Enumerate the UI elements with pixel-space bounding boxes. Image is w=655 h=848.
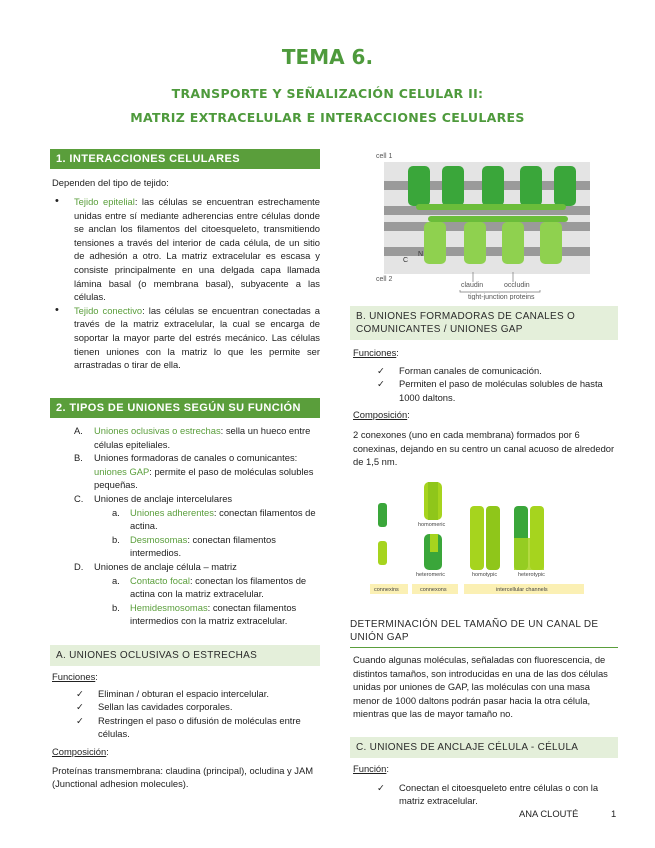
section-1-intro: Dependen del tipo de tejido:	[52, 177, 169, 188]
svg-text:connexins: connexins	[374, 587, 399, 593]
svg-text:homotypic: homotypic	[472, 572, 498, 578]
claudin-label: claudin	[461, 282, 484, 289]
section-b-heading: B. UNIONES FORMADORAS DE CANALES O COMUNICANTES / UNIONES GAP	[350, 306, 618, 340]
tight-junction-figure	[368, 148, 608, 300]
page-subtitle-1: TRANSPORTE Y SEÑALIZACIÓN CELULAR II:	[171, 86, 484, 101]
figure1-caption: tight-junction proteins	[468, 294, 535, 300]
section-2-heading: 2. TIPOS DE UNIONES SEGÚN SU FUNCIÓN	[50, 398, 320, 418]
section-1-list	[52, 195, 320, 372]
page-number: 1	[611, 808, 617, 819]
list-item: a. Contacto focal: conectan los filamentos de actina con la matriz extracelular.	[112, 574, 307, 600]
list-item: D. Uniones de anclaje célula – matriz	[74, 560, 237, 572]
gap-junction-figure	[368, 476, 588, 598]
list-item: • Tejido epitelial: las células se encuentran estrechamente unidas entre sí mediante adherencias entre células donde se anclan los filamentos del citoesqueleto, transmitiendo tensiones a través del interior de cada célula, de un sitio de adhesión a otro. La matriz extracelular es escasa y consiste principalmente en una delgada capa llamada lámina basal (o membrana basal), subyacente a las células.	[52, 195, 320, 304]
occludin-label: occludin	[504, 282, 530, 289]
section-det-heading: DETERMINACIÓN DEL TAMAÑO DE UN CANAL DE UNIÓN GAP	[350, 618, 618, 648]
term-conectivo: Tejido conectivo	[74, 304, 143, 316]
section-a-body: Funciones: ✓ Eliminan / obturan el espacio intercelular. ✓ Sellan las cavidades corporales. ✓ Restringen el paso o difusión de moléculas entre células. Composición: Proteínas transmembrana: claudina (principal), ocludina y JAM (Junctional adhesion molecules).	[52, 671, 314, 790]
cell1-label: cell 1	[376, 153, 393, 160]
list-item: A. Uniones oclusivas o estrechas: sella un hueco entre células epiteliales.	[74, 425, 311, 450]
list-item: • Tejido conectivo: las células se encuentran conectadas a través de la matriz extracelular, la cual se encarga de soportar la mayor parte del estrés mecánico. Las células tienen uniones con la matriz lo que les permite ser arrastradas o tirar de ella.	[52, 304, 320, 372]
page-title: TEMA 6.	[281, 45, 374, 69]
footer-author: ANA CLOUTÉ	[519, 808, 579, 819]
page-subtitle-2: MATRIZ EXTRACELULAR E INTERACCIONES CELULARES	[130, 110, 525, 125]
section-a-heading: A. UNIONES OCLUSIVAS O ESTRECHAS	[50, 645, 320, 666]
svg-text:intercellular channels: intercellular channels	[496, 587, 548, 593]
section-c-heading: C. UNIONES DE ANCLAJE CÉLULA - CÉLULA	[350, 737, 618, 758]
section-det-text: Cuando algunas moléculas, señaladas con fluorescencia, de distintos tamaños, son introducidas en una de las dos células unidas por uniones de GAP, las moléculas con una masa menor de 1000 daltons podrán pasar hacia la otra célula, mientras que las de mayor tamaño no.	[353, 654, 608, 720]
svg-text:C: C	[403, 257, 409, 264]
svg-text:heterotypic: heterotypic	[518, 572, 545, 578]
cell2-label: cell 2	[376, 276, 393, 283]
section-c-body: Función: ✓ Conectan el citoesqueleto entre células o con la matriz extracelular.	[353, 763, 599, 807]
svg-text:heteromeric: heteromeric	[416, 572, 446, 578]
section-b-body: Funciones: ✓ Forman canales de comunicación. ✓ Permiten el paso de moléculas solubles de hasta 1000 daltons. Composición: 2 conexones (uno en cada membrana) formados por 6 conexinas, dejando en su centro un canal acuoso de alrededor de 1,5 nm.	[353, 347, 615, 468]
list-item: B. Uniones formadoras de canales o comunicantes: uniones GAP: permite el paso de moléculas solubles pequeñas.	[74, 452, 314, 491]
svg-text:N: N	[418, 251, 424, 258]
term-epitelial: Tejido epitelial	[74, 196, 135, 207]
list-item: C. Uniones de anclaje intercelulares	[74, 492, 233, 504]
list-item: a. Uniones adherentes: conectan filamentos de actina.	[112, 506, 316, 532]
section-2-list	[52, 424, 320, 628]
list-item: b. Hemidesmosomas: conectan filamentos intermedios con la matriz extracelular.	[112, 601, 297, 627]
section-1-heading: 1. INTERACCIONES CELULARES	[50, 149, 320, 169]
svg-text:homomeric: homomeric	[418, 522, 446, 528]
list-item: b. Desmosomas: conectan filamentos intermedios.	[112, 533, 276, 559]
svg-text:connexons: connexons	[420, 587, 447, 593]
